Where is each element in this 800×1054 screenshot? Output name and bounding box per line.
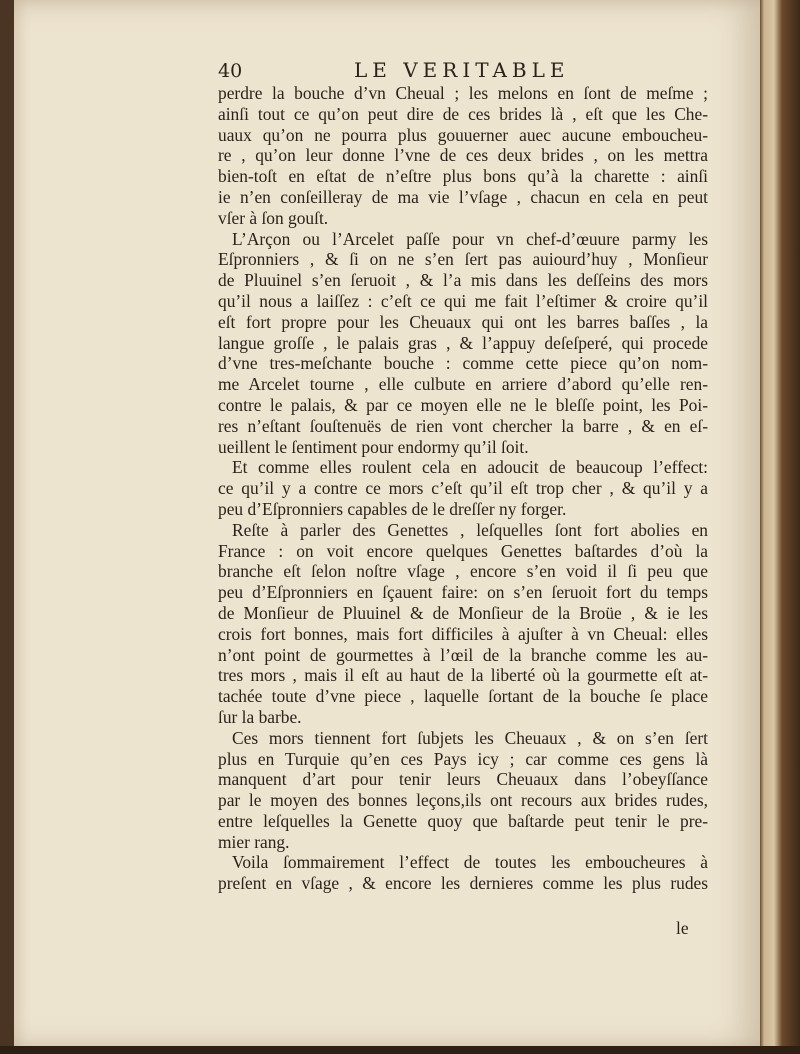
text-line: me Arcelet tourne , elle culbute en arriere d’abord qu’elle ren- xyxy=(218,374,708,395)
text-line: uaux qu’on ne pourra plus gouuerner auec aucune emboucheu- xyxy=(218,124,708,145)
text-line: Et comme elles roulent cela en adoucit de beaucoup l’effect: xyxy=(232,457,708,478)
text-line: L’Arçon ou l’Arcelet paſſe pour vn chef-d’œuure parmy les xyxy=(232,228,708,249)
text-line: France : on voit encore quelques Genettes baſtardes d’où la xyxy=(218,540,708,561)
text-line: langue groſſe , le palais gras , & l’appuy deſeſperé, qui procede xyxy=(218,332,708,353)
text-line: Ces mors tiennent fort ſubjets les Cheuaux , & on s’en ſert xyxy=(232,727,708,748)
text-line: ſur la barbe. xyxy=(218,706,302,727)
page-number: 40 xyxy=(218,60,243,82)
text-line: Reſte à parler des Genettes , leſquelles ſont fort abolies en xyxy=(232,519,708,540)
text-line: ainſi tout ce qu’on peut dire de ces brides là , eſt que les Che- xyxy=(218,103,708,124)
body-text xyxy=(218,83,708,894)
text-line: tachée toute d’vne piece , laquelle ſortant de la bouche ſe place xyxy=(218,686,708,707)
bottom-edge xyxy=(0,1046,800,1054)
text-line: Eſpronniers , & ſi on ne s’en ſert pas auiourd’huy , Monſieur xyxy=(218,249,708,270)
page-header xyxy=(218,58,708,86)
text-line: contre le palais, & par ce moyen elle ne le bleſſe point, les Poi- xyxy=(218,394,708,415)
text-line: ce qu’il y a contre ce mors c’eſt qu’il eſt trop cher , & qu’il y a xyxy=(218,478,708,499)
text-line: perdre la bouche d’vn Cheual ; les melons en ſont de meſme ; xyxy=(218,83,708,103)
text-line: vſer à ſon gouſt. xyxy=(218,207,329,228)
text-line: res n’eſtant ſouſtenuës de rien vont chercher la barre , & en eſ- xyxy=(218,415,708,436)
text-line: Voila ſommairement l’effect de toutes les emboucheures à xyxy=(232,852,708,873)
text-line: crois fort bonnes, mais fort difficiles à ajuſter à vn Cheual: elles xyxy=(218,623,708,644)
text-line: d’vne tres-meſchante bouche : comme cette piece qu’on nom- xyxy=(218,353,708,374)
text-line: peu d’Eſpronniers capables de le dreſſer ny forger. xyxy=(218,498,567,519)
text-line: qu’il nous a laiſſez : c’eſt ce qui me fait l’eſtimer & croire qu’il xyxy=(218,290,708,311)
text-line: ie n’en conſeilleray de ma vie l’vſage , chacun en cela en peut xyxy=(218,186,708,207)
text-line: bien-toſt en eſtat de n’eſtre plus bons qu’à la charette : ainſi xyxy=(218,166,708,187)
running-title: LE VERITABLE xyxy=(354,58,570,82)
text-line: de Monſieur de Pluuinel & de Monſieur de la Broüe , & ie les xyxy=(218,602,708,623)
text-line: par le moyen des bonnes leçons,ils ont recours aux brides rudes, xyxy=(218,790,708,811)
text-line: peu d’Eſpronniers en ſçauent faire: on s’en ſeruoit fort du temps xyxy=(218,582,708,603)
text-line: re , qu’on leur donne l’vne de ces deux brides , on les mettra xyxy=(218,145,708,166)
text-line: n’ont point de gourmettes à l’œil de la branche comme les au- xyxy=(218,644,708,665)
text-line: manquent d’art pour tenir leurs Cheuaux dans l’obeyſſance xyxy=(218,769,708,790)
text-line: tres mors , mais il eſt au haut de la liberté où la gourmette eſt at- xyxy=(218,665,708,686)
text-line: plus en Turquie qu’en ces Pays icy ; car comme ces gens là xyxy=(218,748,708,769)
text-line: branche eſt ſelon noſtre vſage , encore s’en void il ſi peu que xyxy=(218,561,708,582)
text-line: ueillent le ſentiment pour endormy qu’il ſoit. xyxy=(218,436,529,457)
text-line: mier rang. xyxy=(218,831,290,852)
facing-page-edge xyxy=(760,0,800,1054)
catchword: le xyxy=(676,918,689,938)
text-line: de Pluuinel s’en ſeruoit , & l’a mis dans les deſſeins des mors xyxy=(218,270,708,291)
text-line: preſent en vſage , & encore les dernieres comme les plus rudes xyxy=(218,873,708,894)
text-line: eſt fort propre pour les Cheuaux qui ont les barres baſſes , la xyxy=(218,311,708,332)
text-line: entre leſquelles la Genette quoy que baſtarde peut tenir le pre- xyxy=(218,810,708,831)
